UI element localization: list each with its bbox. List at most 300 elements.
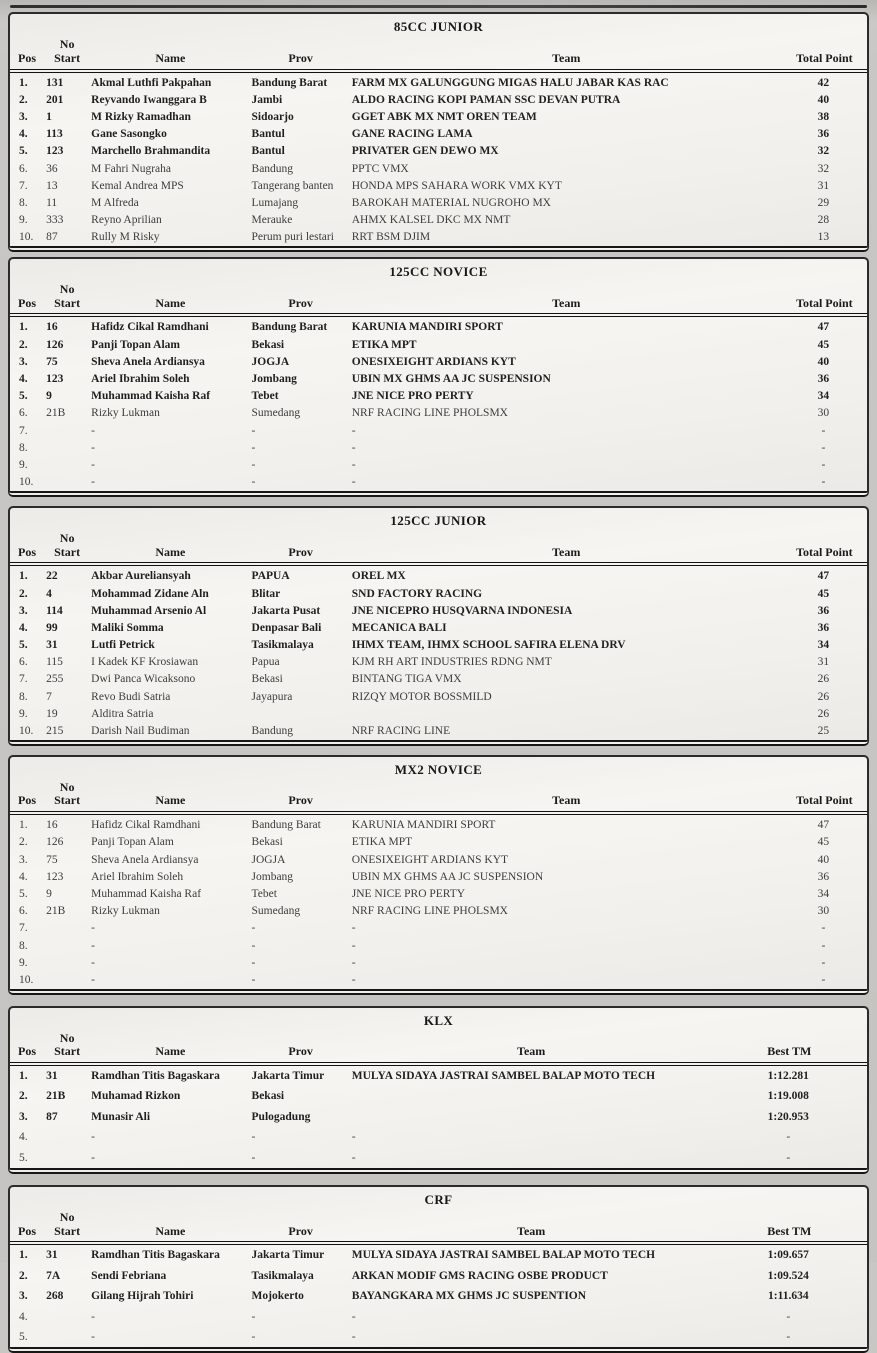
col-header-prov: Prov — [251, 281, 351, 316]
table-row — [10, 1064, 867, 1086]
results-grid — [10, 1030, 867, 1168]
cell-pos: 6. — [19, 162, 28, 175]
cell-value: 30 — [817, 407, 830, 420]
cell-team: NRF RACING LINE PHOLSMX — [351, 905, 508, 918]
cell-name: Rully M Risky — [91, 231, 160, 244]
cell-no-start: 36 — [46, 162, 58, 175]
scan-top-edge-line — [10, 5, 867, 8]
cell-no-start: 114 — [46, 604, 63, 617]
cell-value: 1:20.953 — [767, 1110, 809, 1123]
cell-team: - — [351, 939, 356, 952]
cell-no-start: 31 — [46, 639, 58, 652]
cell-pos: 8. — [19, 441, 28, 454]
cell-pos: 2. — [19, 1269, 28, 1282]
table-row — [10, 1147, 867, 1167]
cell-team — [351, 1086, 712, 1106]
cell-team: - — [351, 1310, 356, 1323]
cell-prov: Jakarta Pusat — [251, 604, 321, 617]
cell-no-start — [44, 1327, 90, 1347]
cell-prov: - — [251, 973, 256, 986]
cell-name: - — [91, 1310, 96, 1323]
table-title: MX2 NOVICE — [394, 761, 483, 777]
cell-prov: Pulogadung — [251, 1110, 311, 1123]
cell-team: - — [351, 1330, 356, 1343]
cell-value: 32 — [817, 162, 830, 175]
cell-name: Akmal Luthfi Pakpahan — [91, 76, 212, 89]
cell-pos: 10. — [19, 725, 34, 738]
cell-pos: 5. — [19, 887, 28, 900]
cell-prov: JOGJA — [251, 355, 290, 368]
cell-name: - — [91, 476, 96, 489]
cell-name: Muhammad Kaisha Raf — [91, 390, 211, 403]
cell-no-start: 131 — [46, 76, 64, 89]
cell-prov: Tasikmalaya — [251, 1269, 314, 1282]
cell-value: 1:19.008 — [767, 1090, 809, 1103]
table-row — [10, 868, 867, 885]
cell-pos: 5. — [19, 390, 28, 403]
cell-value: 31 — [817, 656, 830, 669]
table-row — [10, 388, 867, 405]
cell-no-start — [44, 920, 90, 937]
table-row — [10, 108, 867, 125]
cell-no-start: 123 — [46, 870, 64, 883]
header-row — [10, 1030, 867, 1065]
cell-no-start — [44, 954, 90, 971]
cell-pos: 7. — [19, 424, 28, 437]
cell-team: - — [351, 973, 356, 986]
cell-value: 34 — [817, 390, 830, 403]
table-title: KLX — [423, 1012, 454, 1028]
col-header-no-start: No Start — [44, 530, 90, 565]
col-header-best-tm: Best TM — [712, 1030, 867, 1065]
col-header-prov: Prov — [251, 530, 351, 565]
col-header-prov: Prov — [251, 1030, 351, 1065]
col-header-no-start: No Start — [44, 281, 90, 316]
table-row — [10, 937, 867, 954]
cell-no-start — [44, 1147, 90, 1167]
cell-name: Gilang Hijrah Tohiri — [91, 1290, 194, 1303]
cell-team: ETIKA MPT — [351, 338, 417, 351]
cell-team: RIZQY MOTOR BOSSMILD — [351, 690, 492, 703]
table-row — [10, 1086, 867, 1106]
cell-no-start — [44, 1127, 90, 1147]
header-row — [10, 1209, 867, 1244]
cell-name: Sendi Febriana — [91, 1269, 167, 1282]
cell-value: 45 — [817, 338, 830, 351]
cell-value: 1:09.657 — [767, 1249, 809, 1262]
col-header-total-point: Total Point — [782, 530, 867, 565]
cell-no-start: 9 — [46, 887, 52, 900]
cell-no-start — [44, 474, 90, 491]
table-gap — [8, 995, 869, 1006]
cell-value: 38 — [817, 110, 830, 123]
cell-name: Muhammad Kaisha Raf — [91, 887, 202, 900]
cell-team: BAYANGKARA MX GHMS JC SUSPENTION — [351, 1290, 587, 1303]
cell-pos: 1. — [19, 1070, 28, 1083]
cell-pos: 5. — [19, 145, 28, 158]
col-header-prov: Prov — [251, 36, 351, 71]
cell-pos: 7. — [19, 179, 28, 192]
cell-pos: 4. — [19, 1131, 28, 1144]
cell-name: Lutfi Petrick — [91, 639, 155, 652]
cell-pos: 5. — [19, 1151, 28, 1164]
cell-prov: - — [251, 441, 256, 454]
cell-name: Dwi Panca Wicaksono — [91, 673, 196, 686]
cell-value: 1:11.634 — [768, 1290, 809, 1303]
cell-pos: 3. — [19, 1290, 28, 1303]
cell-name: - — [91, 973, 96, 986]
cell-prov: Bandung Barat — [251, 321, 328, 334]
table-row — [10, 370, 867, 387]
col-header-pos: Pos — [10, 1209, 44, 1244]
cell-team: ARKAN MODIF GMS RACING OSBE PRODUCT — [351, 1269, 608, 1282]
cell-no-start: 333 — [46, 214, 64, 227]
table-row — [10, 971, 867, 988]
table-row — [10, 422, 867, 439]
cell-team: KARUNIA MANDIRI SPORT — [351, 321, 503, 334]
cell-name: Ariel Ibrahim Soleh — [91, 373, 190, 386]
cell-pos: 9. — [19, 707, 28, 720]
table-row — [10, 834, 867, 851]
table-row — [10, 1107, 867, 1127]
cell-pos: 8. — [19, 690, 28, 703]
cell-prov: Bantul — [251, 128, 285, 141]
cell-pos: 6. — [19, 656, 28, 669]
cell-no-start: 31 — [46, 1249, 58, 1262]
cell-name: - — [91, 1151, 96, 1164]
cell-prov: Blitar — [251, 587, 281, 600]
cell-value: 34 — [817, 639, 830, 652]
cell-name: Mohammad Zidane Aln — [91, 587, 209, 600]
cell-prov: Sidoarjo — [251, 110, 294, 123]
cell-team: ONESIXEIGHT ARDIANS KYT — [351, 355, 516, 368]
cell-name: Revo Budi Satria — [91, 690, 171, 703]
cell-team: PRIVATER GEN DEWO MX — [351, 145, 499, 158]
col-header-name: Name — [90, 530, 250, 565]
results-grid — [10, 36, 867, 246]
cell-no-start: 99 — [46, 621, 58, 634]
cell-value: 47 — [817, 321, 830, 334]
table-125cc-novice — [8, 257, 869, 497]
table-row — [10, 177, 867, 194]
cell-name: Munasir Ali — [91, 1110, 151, 1123]
table-row — [10, 813, 867, 834]
table-row — [10, 71, 867, 92]
col-header-prov: Prov — [251, 779, 351, 814]
table-klx — [8, 1006, 869, 1174]
cell-value: 36 — [817, 373, 830, 386]
table-mx2-novice — [8, 755, 869, 995]
cell-pos: 2. — [19, 836, 28, 849]
cell-value: 40 — [817, 355, 830, 368]
cell-prov: Bandung — [251, 725, 294, 738]
cell-no-start: 126 — [46, 836, 64, 849]
results-grid — [10, 281, 867, 491]
cell-pos: 8. — [19, 196, 28, 209]
cell-team: MULYA SIDAYA JASTRAI SAMBEL BALAP MOTO TECH — [351, 1249, 656, 1262]
cell-team: NRF RACING LINE — [351, 725, 451, 738]
cell-no-start: 87 — [46, 1110, 58, 1123]
cell-prov: Tebet — [251, 390, 279, 403]
cell-value: 31 — [817, 179, 830, 192]
table-row — [10, 705, 867, 722]
cell-team: NRF RACING LINE PHOLSMX — [351, 407, 508, 420]
cell-team: KJM RH ART INDUSTRIES RDNG NMT — [351, 656, 552, 669]
col-header-total-point: Total Point — [782, 281, 867, 316]
cell-name: - — [91, 922, 96, 935]
table-row — [10, 564, 867, 585]
cell-pos: 3. — [19, 110, 28, 123]
header-row — [10, 281, 867, 316]
cell-prov: Jombang — [251, 373, 297, 386]
cell-value: 13 — [817, 231, 830, 244]
cell-no-start: 21B — [46, 905, 66, 918]
cell-name: Maliki Somma — [91, 621, 164, 634]
cell-no-start: 21B — [46, 1090, 66, 1103]
col-header-no-start: No Start — [44, 779, 90, 814]
cell-team: JNE NICE PRO PERTY — [351, 887, 466, 900]
cell-pos: 4. — [19, 373, 28, 386]
cell-value: - — [821, 973, 826, 986]
cell-value: - — [786, 1131, 791, 1144]
cell-team: BAROKAH MATERIAL NUGROHO MX — [351, 196, 551, 209]
cell-no-start: 7 — [46, 690, 52, 703]
table-row — [10, 885, 867, 902]
cell-prov: Jakarta Timur — [251, 1249, 325, 1262]
cell-team: AHMX KALSEL DKC MX NMT — [351, 214, 511, 227]
cell-prov: Merauke — [251, 214, 293, 227]
cell-value: 36 — [817, 604, 830, 617]
table-row — [10, 851, 867, 868]
col-header-team: Team — [351, 281, 782, 316]
cell-name: - — [91, 956, 96, 969]
cell-name: Gane Sasongko — [91, 128, 167, 141]
cell-no-start: 4 — [46, 587, 52, 600]
table-125cc-junior — [8, 506, 869, 746]
cell-pos: 4. — [19, 128, 28, 141]
cell-pos: 1. — [19, 570, 28, 583]
cell-team: ALDO RACING KOPI PAMAN SSC DEVAN PUTRA — [351, 93, 621, 106]
cell-value: 26 — [817, 673, 830, 686]
cell-team: ONESIXEIGHT ARDIANS KYT — [351, 853, 509, 866]
cell-name: Sheva Anela Ardiansya — [91, 355, 205, 368]
cell-pos: 4. — [19, 621, 28, 634]
cell-name: Alditra Satria — [91, 707, 154, 720]
cell-prov: Tangerang banten — [251, 179, 334, 192]
cell-name: Ramdhan Titis Bagaskara — [91, 1070, 220, 1083]
cell-value: 36 — [817, 128, 830, 141]
cell-no-start: 115 — [46, 656, 63, 669]
cell-name: Hafidz Cikal Ramdhani — [91, 819, 201, 832]
table-row — [10, 920, 867, 937]
cell-value: - — [786, 1151, 791, 1164]
header-row — [10, 530, 867, 565]
cell-prov: Jakarta Timur — [251, 1070, 325, 1083]
cell-team: - — [351, 1131, 356, 1144]
cell-no-start: 123 — [46, 373, 64, 386]
col-header-name: Name — [90, 779, 250, 814]
cell-prov: Sumedang — [251, 905, 301, 918]
cell-value: - — [786, 1330, 791, 1343]
cell-prov: - — [251, 476, 256, 489]
cell-name: - — [91, 1131, 96, 1144]
cell-prov: Bandung — [251, 162, 294, 175]
table-row — [10, 439, 867, 456]
results-grid — [10, 530, 867, 740]
cell-prov: - — [251, 939, 256, 952]
cell-no-start: 16 — [46, 321, 58, 334]
table-row — [10, 229, 867, 246]
col-header-name: Name — [90, 36, 250, 71]
cell-value: 45 — [817, 587, 830, 600]
table-row — [10, 602, 867, 619]
cell-name: - — [91, 441, 96, 454]
cell-prov: Tasikmalaya — [251, 639, 314, 652]
cell-no-start: 31 — [46, 1070, 58, 1083]
cell-value: 26 — [817, 690, 830, 703]
table-gap — [8, 497, 869, 506]
cell-team: - — [351, 1151, 356, 1164]
cell-pos: 1. — [19, 1249, 28, 1262]
table-row — [10, 336, 867, 353]
col-header-pos: Pos — [10, 1030, 44, 1065]
table-row — [10, 1266, 867, 1286]
table-title: 125CC NOVICE — [389, 263, 488, 279]
cell-value: 30 — [817, 905, 830, 918]
table-row — [10, 405, 867, 422]
cell-value: 26 — [817, 707, 830, 720]
cell-name: Muhammad Arsenio Al — [91, 604, 207, 617]
cell-prov: Tebet — [251, 887, 277, 900]
cell-prov: Bekasi — [251, 338, 285, 351]
cell-no-start: 11 — [46, 196, 58, 209]
cell-no-start: 21B — [46, 407, 66, 420]
cell-no-start: 255 — [46, 673, 64, 686]
col-header-no-start: No Start — [44, 1209, 90, 1244]
cell-prov: Papua — [251, 656, 280, 669]
cell-pos: 10. — [19, 476, 34, 489]
cell-name: M Alfreda — [91, 196, 139, 209]
table-crf — [8, 1185, 869, 1353]
cell-value: 32 — [817, 145, 830, 158]
col-header-no-start: No Start — [44, 36, 90, 71]
table-row — [10, 1127, 867, 1147]
cell-value: - — [786, 1310, 791, 1323]
cell-team: GANE RACING LAMA — [351, 128, 473, 141]
cell-no-start — [44, 937, 90, 954]
cell-team: - — [351, 476, 356, 489]
col-header-pos: Pos — [10, 530, 44, 565]
cell-prov: Mojokerto — [251, 1290, 304, 1303]
table-row — [10, 143, 867, 160]
cell-name: - — [91, 1330, 96, 1343]
col-header-name: Name — [90, 281, 250, 316]
cell-no-start: 268 — [46, 1290, 64, 1303]
cell-pos: 7. — [19, 673, 28, 686]
cell-pos: 3. — [19, 853, 28, 866]
cell-no-start: 87 — [46, 231, 58, 244]
table-row — [10, 91, 867, 108]
cell-prov: Jombang — [251, 870, 294, 883]
cell-pos: 1. — [19, 76, 28, 89]
cell-no-start: 22 — [46, 570, 58, 583]
col-header-pos: Pos — [10, 779, 44, 814]
cell-name: - — [91, 458, 96, 471]
cell-value: - — [821, 458, 826, 471]
cell-no-start — [44, 1306, 90, 1326]
cell-pos: 2. — [19, 587, 28, 600]
cell-value: 25 — [817, 725, 830, 738]
table-row — [10, 619, 867, 636]
cell-team: JNE NICEPRO HUSQVARNA INDONESIA — [351, 604, 573, 617]
cell-value: - — [821, 956, 826, 969]
table-row — [10, 637, 867, 654]
cell-pos: 6. — [19, 905, 28, 918]
cell-pos: 1. — [19, 321, 28, 334]
cell-value: 36 — [817, 621, 830, 634]
cell-name: I Kadek KF Krosiawan — [91, 656, 199, 669]
cell-name: Hafidz Cikal Ramdhani — [91, 321, 209, 334]
cell-prov: Bandung Barat — [251, 819, 321, 832]
cell-team: FARM MX GALUNGGUNG MIGAS HALU JABAR KAS RAC — [351, 76, 669, 89]
col-header-team: Team — [351, 530, 782, 565]
cell-team: HONDA MPS SAHARA WORK VMX KYT — [351, 179, 562, 192]
cell-team: UBIN MX GHMS AA JC SUSPENSION — [351, 870, 544, 883]
cell-no-start: 1 — [46, 110, 52, 123]
table-row — [10, 688, 867, 705]
cell-team: - — [351, 922, 356, 935]
col-header-no-start: No Start — [44, 1030, 90, 1065]
cell-no-start: 215 — [46, 725, 64, 738]
table-row — [10, 585, 867, 602]
cell-team: KARUNIA MANDIRI SPORT — [351, 819, 496, 832]
cell-pos: 4. — [19, 1310, 28, 1323]
cell-no-start: 126 — [46, 338, 64, 351]
cell-prov: - — [251, 1310, 256, 1323]
cell-name: Rizky Lukman — [91, 407, 160, 420]
cell-name: M Fahri Nugraha — [91, 162, 172, 175]
cell-value: - — [821, 922, 826, 935]
cell-prov: Bandung Barat — [251, 76, 328, 89]
cell-team — [351, 1107, 712, 1127]
cell-value: - — [821, 476, 826, 489]
cell-value: 40 — [817, 853, 830, 866]
cell-prov: JOGJA — [251, 853, 286, 866]
table-row — [10, 903, 867, 920]
cell-team: - — [351, 424, 356, 437]
cell-team: JNE NICE PRO PERTY — [351, 390, 474, 403]
cell-value: - — [821, 939, 826, 952]
cell-prov: - — [251, 956, 256, 969]
cell-prov: PAPUA — [251, 570, 290, 583]
col-header-name: Name — [90, 1030, 250, 1065]
cell-value: 40 — [817, 93, 830, 106]
col-header-pos: Pos — [10, 36, 44, 71]
cell-team: - — [351, 956, 356, 969]
cell-team: MULYA SIDAYA JASTRAI SAMBEL BALAP MOTO TECH — [351, 1070, 656, 1083]
cell-name: Panji Topan Alam — [91, 836, 174, 849]
col-header-total-point: Total Point — [782, 36, 867, 71]
cell-no-start: 9 — [46, 390, 52, 403]
cell-value: - — [821, 424, 826, 437]
cell-team: MECANICA BALI — [351, 621, 447, 634]
cell-name: - — [91, 424, 96, 437]
cell-prov: Denpasar Bali — [251, 621, 322, 634]
cell-no-start: 75 — [46, 355, 58, 368]
cell-prov: Lumajang — [251, 196, 299, 209]
cell-no-start — [44, 456, 90, 473]
table-gap — [8, 1174, 869, 1185]
